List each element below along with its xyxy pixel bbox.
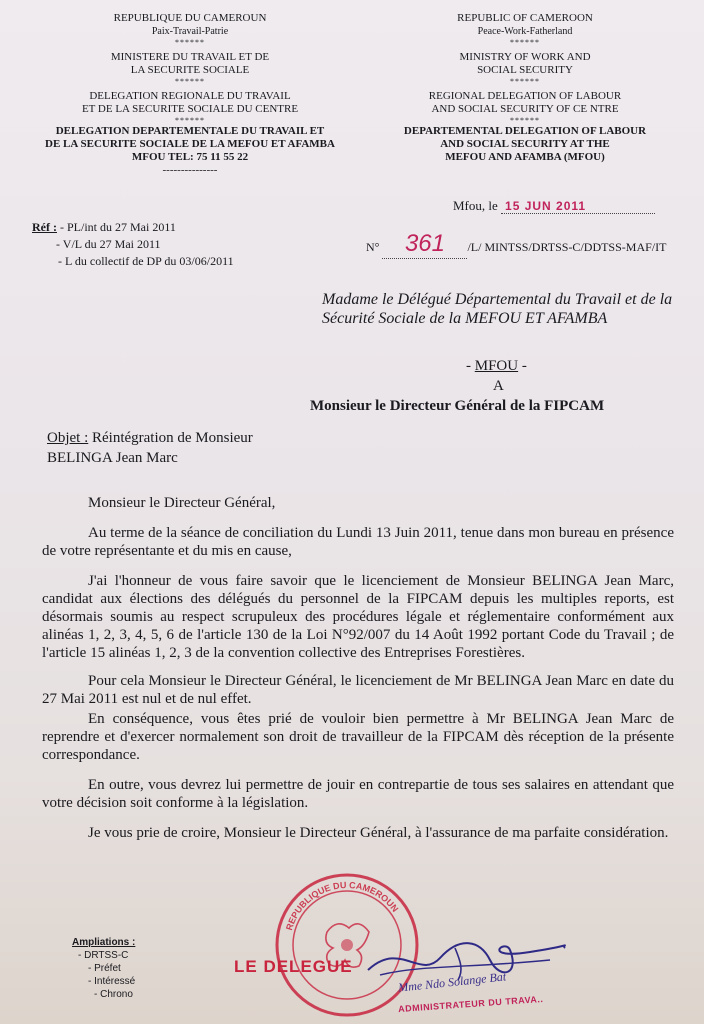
subject-block — [47, 428, 253, 468]
subject-line-1: Réintégration de Monsieur — [88, 430, 253, 446]
number-prefix: N° — [366, 240, 380, 254]
reference-block — [32, 219, 234, 270]
paragraph-1: Au terme de la séance de conciliation du Lundi 13 Juin 2011, tenue dans mon bureau en présence de votre représentante et du mis en cause, — [42, 525, 674, 559]
stamp-text: REPUBLIQUE DU CAMEROUN — [284, 879, 401, 932]
date-stamp: 15 JUN 2011 — [501, 199, 655, 214]
header-right-english — [380, 12, 670, 164]
paragraph-4: En conséquence, vous êtes prié de vouloir bien permettre à Mr BELINGA Jean Marc de reprendre et d'exercer normalement son droit de travailleur de la FIPCAM dès réception de la présente correspondance. — [42, 711, 674, 763]
dept-en-line-1: DEPARTEMENTAL DELEGATION OF LABOUR — [403, 125, 647, 137]
separator: ****** — [175, 77, 205, 86]
regional-en-line-2: AND SOCIAL SECURITY OF CE NTRE — [431, 103, 619, 115]
separator: ****** — [510, 116, 540, 125]
separator: ****** — [510, 38, 540, 47]
regional-line-2: ET DE LA SECURITE SOCIALE DU CENTRE — [81, 103, 299, 115]
date-line — [453, 198, 655, 214]
signatory-title: LE DELEGUE — [234, 957, 353, 976]
number-value: 361 — [382, 230, 467, 259]
sender-block: Madame le Délégué Départemental du Travail et de la Sécurité Sociale de la MEFOU ET AFAMBA — [322, 291, 673, 327]
closing-formula: Je vous prie de croire, Monsieur le Directeur Général, à l'assurance de ma parfaite considération. — [88, 825, 669, 841]
dept-phone: MFOU TEL: 75 11 55 22 — [131, 151, 249, 163]
paragraph-5: En outre, vous devrez lui permettre de jouir en contrepartie de tous ses salaires en attendant que votre décision soit conforme à la législation. — [42, 777, 674, 811]
ampliation-item: - DRTSS-C — [78, 950, 129, 961]
reference-label: Réf : — [32, 220, 57, 234]
date-prefix: Mfou, le — [453, 198, 498, 213]
ampliation-item: - Chrono — [94, 989, 133, 1000]
separator: ****** — [175, 116, 205, 125]
header-left-french — [20, 12, 360, 177]
ministry-en-line-2: SOCIAL SECURITY — [477, 64, 573, 76]
dept-en-line-3: MEFOU AND AFAMBA (MFOU) — [445, 151, 605, 163]
recipient: Monsieur le Directeur Général de la FIPCAM — [310, 398, 605, 414]
dept-line-1: DELEGATION DEPARTEMENTALE DU TRAVAIL ET — [55, 125, 325, 137]
republic-name: REPUBLIQUE DU CAMEROUN — [113, 12, 267, 24]
ministry-en-line-1: MINISTRY OF WORK AND — [459, 51, 591, 63]
letter-body — [42, 494, 674, 842]
dept-line-2: DE LA SECURITE SOCIALE DE LA MEFOU ET AFAMBA — [45, 138, 335, 150]
reference-line-3: - L du collectif de DP du 03/06/2011 — [58, 254, 234, 268]
separator: ****** — [175, 38, 205, 47]
dept-en-line-2: AND SOCIAL SECURITY AT THE — [440, 138, 610, 150]
reference-line-2: - V/L du 27 Mai 2011 — [56, 237, 161, 251]
ampliations — [72, 936, 135, 1001]
subject-label: Objet : — [47, 430, 89, 446]
regional-line-1: DELEGATION REGIONALE DU TRAVAIL — [89, 90, 291, 102]
ampliation-item: - Préfet — [88, 963, 121, 974]
signatory-name: Mme Ndo Solange Bat — [397, 969, 507, 995]
letter-number — [366, 230, 666, 259]
ministry-line-1: MINISTERE DU TRAVAIL ET DE — [110, 51, 270, 63]
dash-separator: --------------- — [162, 164, 218, 176]
national-motto: Paix-Travail-Patrie — [151, 26, 229, 37]
separator: ****** — [510, 77, 540, 86]
signatory-role: ADMINISTRATEUR DU TRAVA.. — [397, 993, 544, 1015]
paragraph-3: Pour cela Monsieur le Directeur Général, le licenciement de Mr BELINGA Jean Marc en date du 27 Mai 2011 est nul et de nul effet. — [42, 673, 674, 707]
regional-en-line-1: REGIONAL DELEGATION OF LABOUR — [428, 90, 622, 102]
ampliation-item: - Intéressé — [88, 976, 136, 987]
number-suffix: /L/ MINTSS/DRTSS-C/DDTSS-MAF/IT — [467, 240, 667, 254]
reference-line-1: - PL/int du 27 Mai 2011 — [59, 220, 176, 234]
subject-line-2: BELINGA Jean Marc — [47, 450, 178, 466]
ministry-line-2: LA SECURITE SOCIALE — [130, 64, 250, 76]
salutation: Monsieur le Directeur Général, — [88, 495, 276, 511]
sender-place: - MFOU - — [466, 358, 527, 374]
ampliations-title: Ampliations : — [72, 937, 136, 948]
national-motto-en: Peace-Work-Fatherland — [477, 26, 573, 37]
to-marker: A — [493, 378, 504, 394]
republic-name-en: REPUBLIC OF CAMEROON — [457, 12, 593, 24]
paragraph-2: J'ai l'honneur de vous faire savoir que le licenciement de Monsieur BELINGA Jean Marc, candidat aux élections des délégués du personnel de la FIPCAM depuis les multiples reports, est désormais soumis au respect scrupuleux des procédures légale et réglementaire conformément aux alinéas 1, 2, 3, 4, 5, 6 de l'article 130 de la Loi N°92/007 du 14 Août 1992 portant Code du Travail ; de l'article 15 alinéas 1, 2, 3 de la convention collective des Entreprises Forestières. — [42, 573, 674, 661]
